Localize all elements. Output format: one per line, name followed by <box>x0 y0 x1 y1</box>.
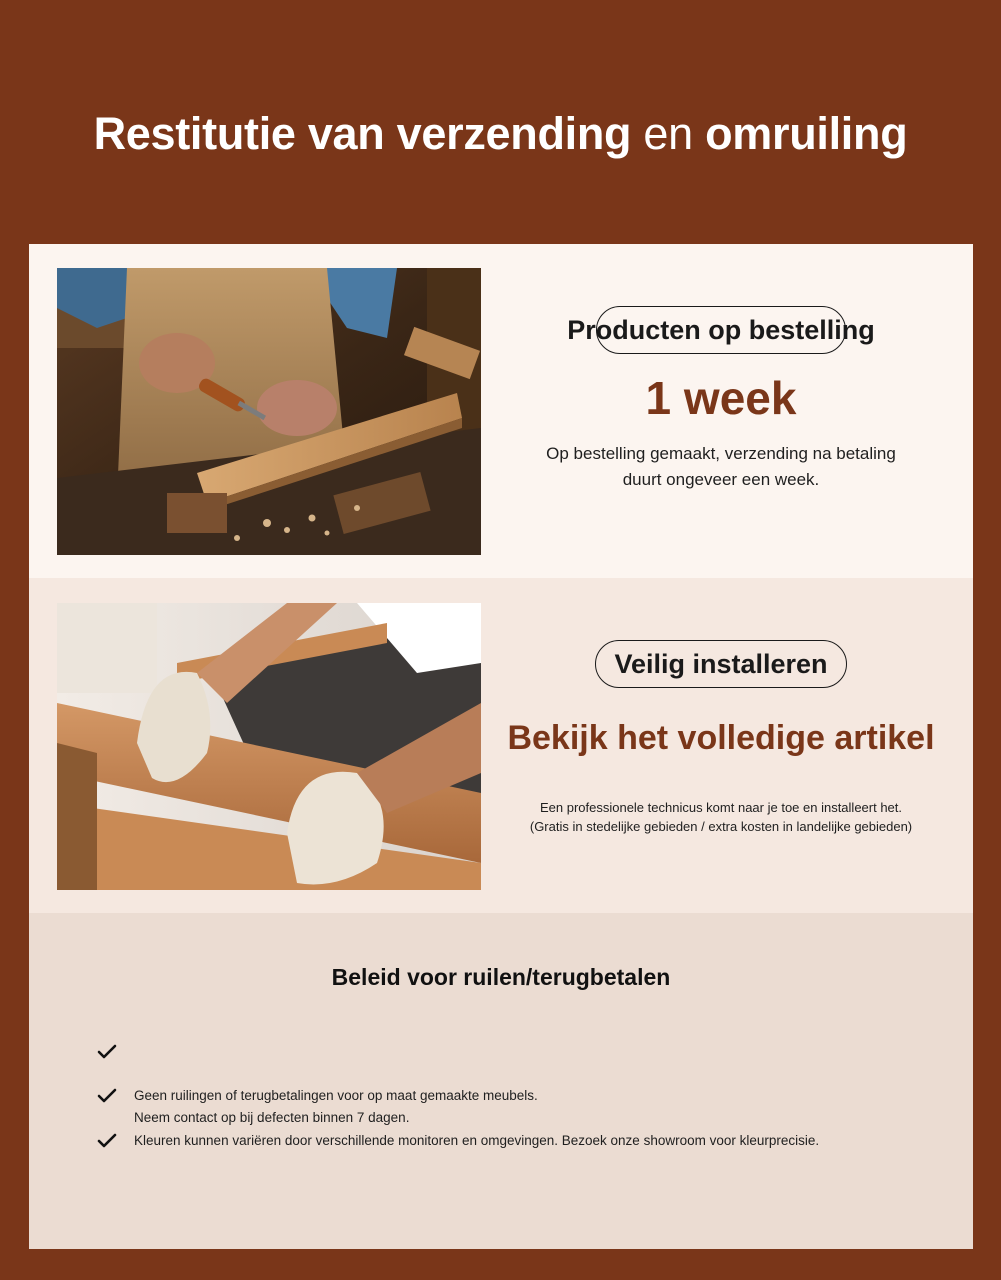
full-article-link[interactable]: Bekijk het volledige artikel <box>507 719 935 757</box>
installation-info <box>493 640 949 836</box>
policy-item <box>97 1085 917 1130</box>
policy-section <box>29 913 973 1249</box>
description-line: (Gratis in stedelijke gebieden / extra kosten in landelijke gebieden) <box>529 819 913 834</box>
page-title-part3: omruiling <box>705 108 908 159</box>
policy-item-text: Neem contact op bij defecten binnen 7 dagen. <box>134 1110 410 1125</box>
installation-heading: Veilig installeren <box>614 649 828 679</box>
woodworking-chisel-photo <box>57 268 481 555</box>
made-to-order-section <box>29 244 973 578</box>
description-line: duurt ongeveer een week. <box>622 470 820 489</box>
policy-list <box>97 1041 917 1152</box>
installation-heading-pill <box>493 640 949 690</box>
installation-section <box>29 578 973 913</box>
checkmark-icon <box>97 1088 117 1104</box>
made-to-order-description <box>493 441 949 493</box>
policy-item-text: Geen ruilingen of terugbetalingen voor op maat gemaakte meubels. <box>134 1087 538 1103</box>
policy-item <box>97 1041 917 1064</box>
made-to-order-info <box>493 306 949 493</box>
checkmark-icon <box>97 1133 117 1149</box>
page-title-part1: Restitutie van verzending <box>93 108 632 159</box>
gloved-hands-installing-photo <box>57 603 481 890</box>
policy-item <box>97 1130 917 1153</box>
policy-title: Beleid voor ruilen/terugbetalen <box>331 964 671 990</box>
description-line: Op bestelling gemaakt, verzending na betaling <box>546 444 896 463</box>
made-to-order-heading: Producten op bestelling <box>567 315 875 345</box>
description-line: Een professionele technicus komt naar je toe en installeert het. <box>539 800 903 815</box>
page-title <box>0 106 1001 162</box>
made-to-order-heading-pill <box>493 306 949 356</box>
installation-description <box>493 798 949 836</box>
policy-item-text: Kleuren kunnen variëren door verschillende monitoren en omgevingen. Bezoek onze showroom voor kleurprecisie. <box>134 1132 820 1148</box>
page-title-part2: en <box>643 108 693 159</box>
delivery-time: 1 week <box>645 372 797 424</box>
checkmark-icon <box>97 1044 117 1060</box>
